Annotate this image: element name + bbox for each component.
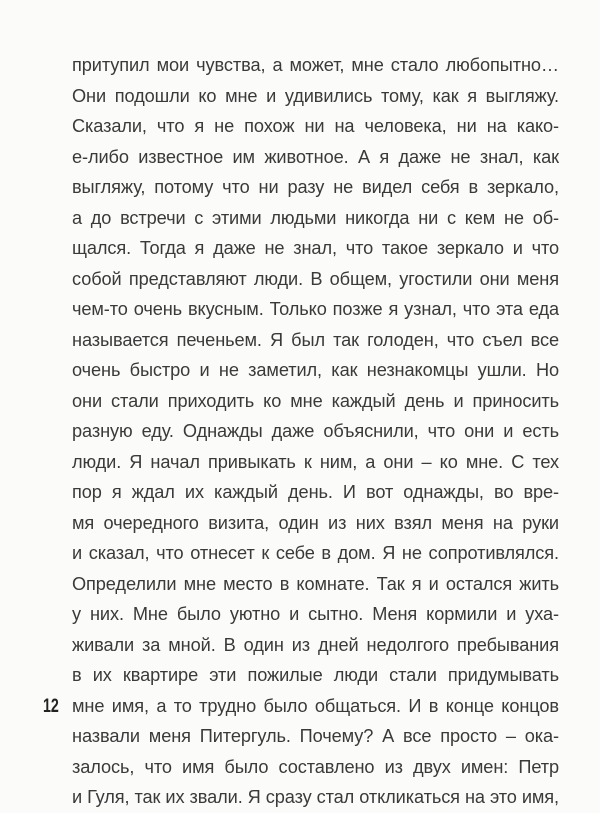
text-line: притупил мои чувства, а может, мне стало любопытно… <box>72 55 559 75</box>
text-line: Они подошли ко мне и удивились тому, как я выгляжу. <box>72 85 559 106</box>
text-line: Определили мне место в комнате. Так я и остался жить <box>72 573 559 594</box>
text-line: у них. Мне было уютно и сытно. Меня кормили и уха- <box>72 604 559 624</box>
text-line: выгляжу, потому что ни разу не видел себя в зеркало, <box>72 177 559 197</box>
text-line: чем-то очень вкусным. Только позже я узнал, что эта еда <box>72 299 559 319</box>
text-line: в их квартире эти пожилые люди стали придумывать <box>72 665 559 685</box>
text-line: собой представляют люди. В общем, угостили они меня <box>72 268 559 289</box>
text-line: щался. Тогда я даже не знал, что такое зеркало и что <box>72 238 559 258</box>
page-number: 12 <box>43 696 59 717</box>
text-line: а до встречи с этими людьми никогда ни с кем не об- <box>72 207 559 228</box>
text-line: пор я ждал их каждый день. И вот однажды, во вре- <box>72 482 559 502</box>
text-line: очень быстро и не заметил, как незнакомцы ушли. Но <box>72 360 559 380</box>
text-line: мне имя, а то трудно было общаться. И в конце концов <box>72 695 559 716</box>
body-text <box>72 50 559 813</box>
text-line: мя очередного визита, один из них взял меня на руки <box>72 512 559 533</box>
text-line: залось, что имя было составлено из двух имен: Петр <box>72 756 559 777</box>
text-line: люди. Я начал привыкать к ним, а они – ко мне. С тех <box>72 451 559 472</box>
text-line: живали за мной. В один из дней недолгого пребывания <box>72 634 559 655</box>
text-line: Сказали, что я не похож ни на человека, ни на како- <box>72 116 559 136</box>
text-line: и сказал, что отнесет к себе в дом. Я не сопротивлялся. <box>72 543 559 563</box>
text-line: называется печеньем. Я был так голоден, что съел все <box>72 329 559 350</box>
text-line: и Гуля, так их звали. Я сразу стал откликаться на это имя, <box>72 787 559 807</box>
text-line: они стали приходить ко мне каждый день и приносить <box>72 390 559 411</box>
text-line: разную еду. Однажды даже объяснили, что они и есть <box>72 421 559 441</box>
text-line: е-либо известное им животное. А я даже не знал, как <box>72 146 559 167</box>
text-line: назвали меня Питергуль. Почему? А все просто – ока- <box>72 726 559 746</box>
